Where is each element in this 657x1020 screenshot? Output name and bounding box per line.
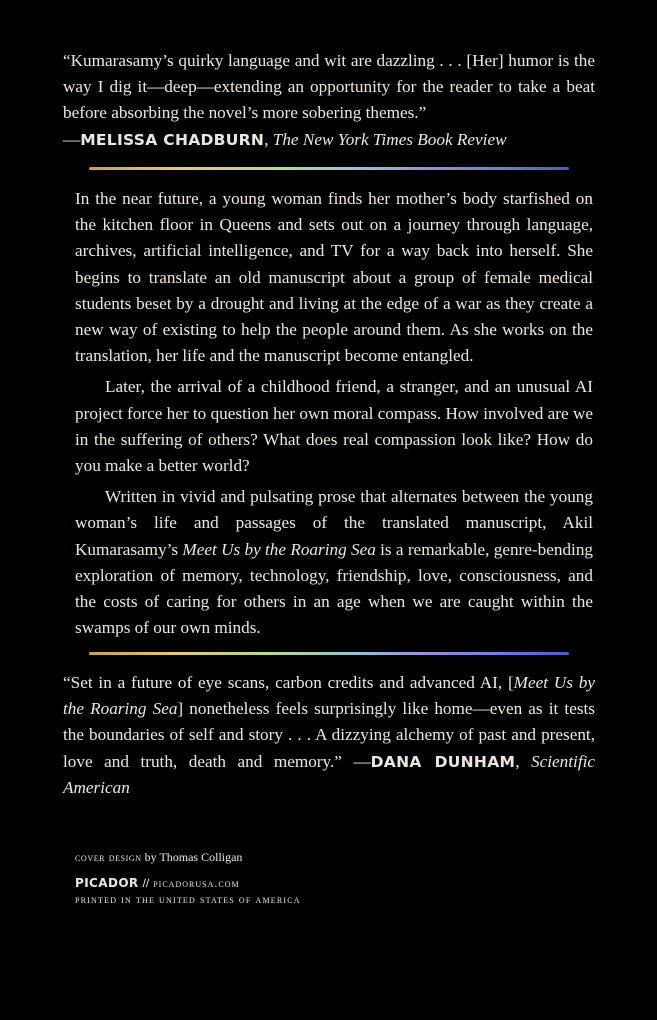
quote-text: ] nonetheless feels surprisingly like home—even as it tests the boundaries of self and story . . . A dizzying alchemy of past and present, love and truth, death and memory.” (63, 699, 595, 771)
paragraph-text: Written in vivid and pulsating prose that alternates between the young woman’s life and passages of the translated manuscript, Akil Kumarasamy’s (75, 487, 593, 559)
attribution-separator: , (264, 129, 273, 149)
attribution-dash: — (353, 751, 371, 771)
reviewer-name: DANA DUNHAM (370, 752, 516, 771)
paragraph-text: is a remarkable, genre-bending exploration of memory, technology, friendship, love, consciousness, and the costs of caring for others in an age when we are caught within the swamps of our own minds. (75, 539, 594, 638)
cover-designer: by Thomas Colligan (141, 850, 243, 864)
book-description (75, 186, 593, 646)
attribution-separator: , (515, 751, 532, 771)
quote-text: “Set in a future of eye scans, carbon credits and advanced AI, [ (63, 673, 514, 692)
description-paragraph: Later, the arrival of a childhood friend, a stranger, and an unusual AI project force her to question her own moral compass. How involved are we in the suffering of others? What does real compassion look like? How do you make a better world? (75, 377, 593, 476)
cover-credit (75, 850, 495, 876)
publisher-line (75, 876, 495, 894)
description-paragraph: In the near future, a young woman finds her mother’s body starfished on the kitchen floor in Queens and sets out on a journey through language, archives, artificial intelligence, and TV for a way back into herself. She begins to translate an old manuscript about a group of female medical students beset by a drought and living at the edge of a war as they create a new way of existing to help the people around them. As she works on the translation, her life and the manuscript become entangled. (75, 189, 593, 366)
book-title: Meet Us by the Roaring Sea (63, 673, 595, 719)
review-source: Scientific American (63, 751, 595, 797)
review-source: The New York Times Book Review (272, 129, 507, 149)
top-review-quote (63, 48, 595, 153)
credits-block (75, 850, 495, 906)
publisher-separator: // (142, 876, 150, 890)
top-quote-text: “Kumarasamy’s quirky language and wit are dazzling . . . [Her] humor is the way I dig it—deep—extending an opportunity for the reader to take a beat before absorbing the novel’s more sobering themes.” (63, 51, 595, 123)
attribution-dash: — (63, 129, 81, 149)
bottom-review-quote (63, 670, 595, 801)
divider-rule (89, 167, 569, 170)
description-paragraph (75, 484, 593, 641)
cover-design-label: cover design (75, 850, 142, 864)
book-title: Meet Us by the Roaring Sea (182, 539, 376, 559)
top-quote-attribution (63, 127, 595, 153)
divider-rule (89, 652, 569, 655)
publisher-name: PICADOR (75, 876, 139, 890)
printed-in-line: printed in the united states of america (75, 894, 301, 906)
publisher-url: picadorusa.com (153, 876, 240, 890)
reviewer-name: MELISSA CHADBURN (80, 130, 265, 149)
